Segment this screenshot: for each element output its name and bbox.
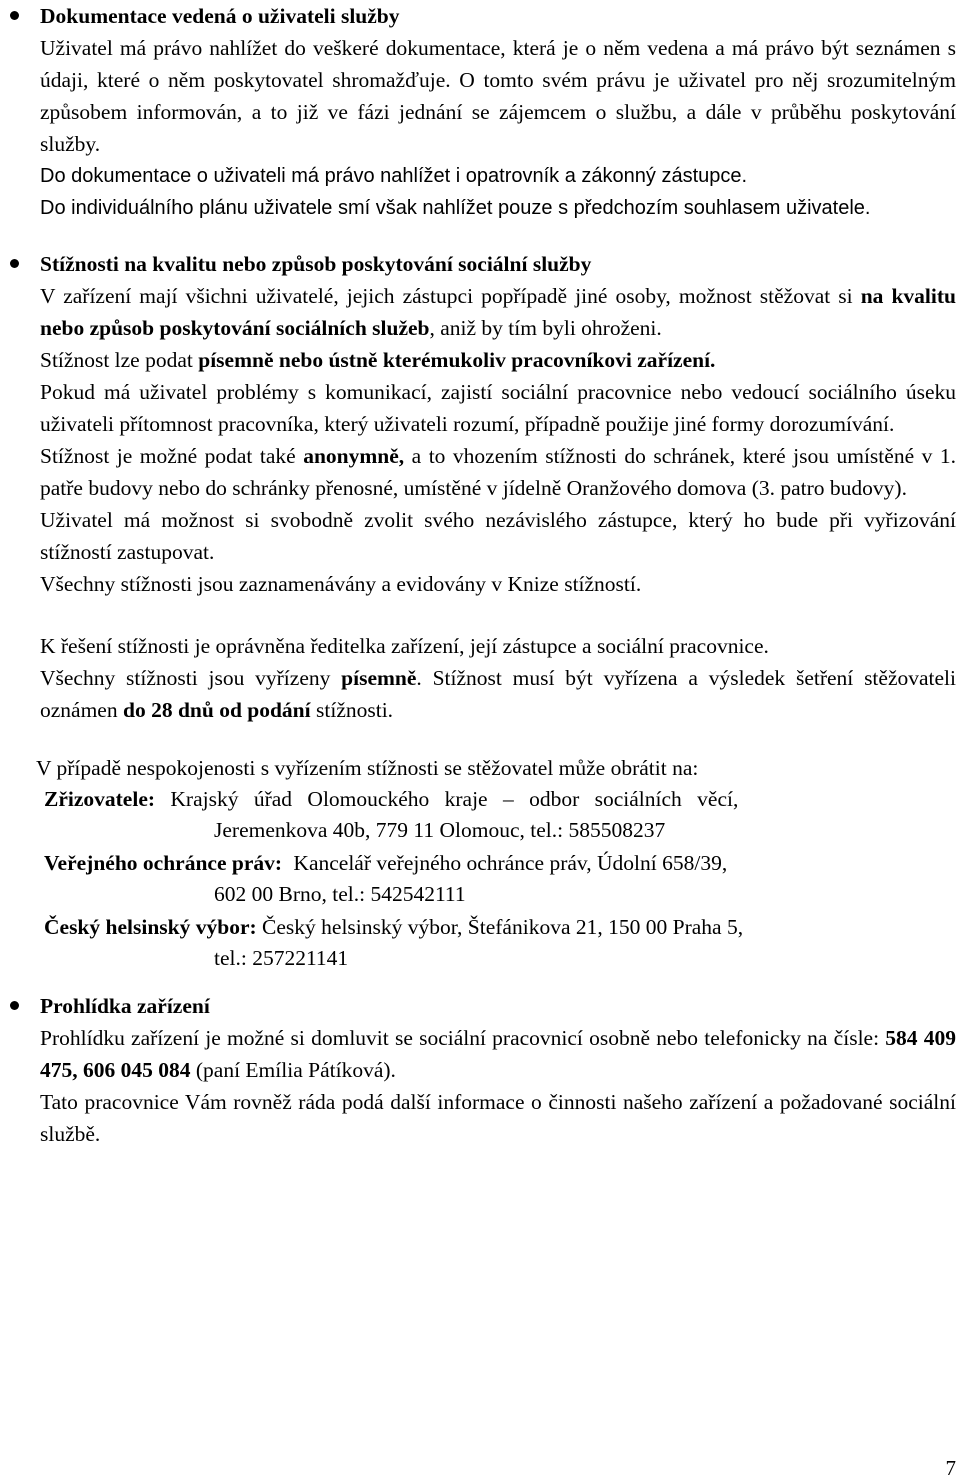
text-span: V zařízení mají všichni uživatelé, jejich zástupci popřípadě jiné osoby, možnost stěžovat si [40,284,861,308]
contact-address-line: 602 00 Brno, tel.: 542542111 [214,882,466,906]
bullet-icon [10,11,19,20]
paragraph [40,280,956,344]
paragraph [40,662,956,726]
paragraph: V případě nespokojenosti s vyřízením stížnosti se stěžovatel může obrátit na: [36,756,699,780]
text-span: Všechny stížnosti jsou vyřízeny [40,666,342,690]
contact-entry [44,784,956,846]
contact-entry [44,848,956,910]
text-span: , aniž by tím byli ohroženi. [429,316,662,340]
paragraph: Tato pracovnice Vám rovněž ráda podá další informace o činnosti našeho zařízení a požadované sociální službě. [40,1090,956,1146]
contact-name: Zřizovatele: [44,787,156,811]
section-facility-tour [40,990,956,1150]
bold-text: anonymně, [303,444,405,468]
contact-address: Kancelář veřejného ochránce práv, Údolní 658/39, [288,851,728,875]
page-number: 7 [945,1456,956,1480]
text-span: a to vhozením stížnosti do schránek, které jsou umístěné v 1. patře budovy nebo do schránky přenosné, umístěné v jídelně Oranžového domova (3. patro budovy). [40,444,956,500]
contact-entry [44,912,956,974]
contact-address-line: tel.: 257221141 [214,946,349,970]
contact-name: Veřejného ochránce práv: [44,851,283,875]
section-complaints [36,248,956,784]
section-heading: Stížnosti na kvalitu nebo způsob poskytování sociální služby [40,252,592,276]
paragraph: Uživatel má právo nahlížet do veškeré dokumentace, která je o něm vedena a má právo být seznámen s údaji, které o něm poskytovatel shromažďuje. O tomto svém právu je uživatel pro něj srozumitelným způsobem informován, a to již ve fázi jednání se zájemcem o službu, a dále v průběhu poskytování služby. [40,36,956,156]
paragraph [40,1022,956,1086]
text-span: . Stížnost musí být vyřízena a výsledek šetření stěžovateli oznámen [40,666,956,722]
paragraph [40,344,956,376]
bullet-icon [10,259,19,268]
section-documentation [40,0,956,224]
paragraph: Do individuálního plánu uživatele smí však nahlížet pouze s předchozím souhlasem uživatele. [40,197,871,219]
text-span: stížnosti. [310,698,394,722]
paragraph [40,440,956,504]
paragraph: Pokud má uživatel problémy s komunikací, zajistí sociální pracovnice nebo vedoucí sociálního úseku uživateli přítomnost pracovníka, který uživateli rozumí, případně použije jiné formy dorozumívání. [40,380,956,436]
contact-address-line: Jeremenkova 40b, 779 11 Olomouc, tel.: 585508237 [214,818,666,842]
paragraph: Uživatel má možnost si svobodně zvolit svého nezávislého zástupce, který ho bude při vyřizování stížností zastupovat. [40,508,956,564]
bold-text: písemně nebo ústně kterémukoliv pracovníkovi zařízení. [198,348,716,372]
paragraph: Všechny stížnosti jsou zaznamenávány a evidovány v Knize stížností. [40,572,642,596]
paragraph: K řešení stížnosti je oprávněna ředitelka zařízení, její zástupce a sociální pracovnice. [40,634,769,658]
section-heading: Dokumentace vedená o uživateli služby [40,4,400,28]
contact-address: Krajský úřad Olomouckého kraje – odbor sociálních věcí, [155,787,739,811]
text-span: Prohlídku zařízení je možné si domluvit se sociální pracovnicí osobně nebo telefonicky na čísle: [40,1026,886,1050]
text-span: Stížnost lze podat [40,348,199,372]
text-span: (paní Emília Pátíková). [190,1058,396,1082]
bold-text: písemně [341,666,417,690]
contact-name: Český helsinský výbor: [44,915,257,939]
phone-numbers: 584 409 475, 606 045 084 [40,1026,956,1082]
bullet-icon [10,1001,19,1010]
section-heading: Prohlídka zařízení [40,994,210,1018]
bold-text: na kvalitu nebo způsob poskytování sociálních služeb [40,284,956,340]
paragraph: Do dokumentace o uživateli má právo nahlížet i opatrovník a zákonný zástupce. [40,165,748,187]
bold-text: do 28 dnů od podání [122,698,311,722]
text-span: Stížnost je možné podat také [40,444,304,468]
contact-address: Český helsinský výbor, Štefánikova 21, 150 00 Praha 5, [256,915,744,939]
